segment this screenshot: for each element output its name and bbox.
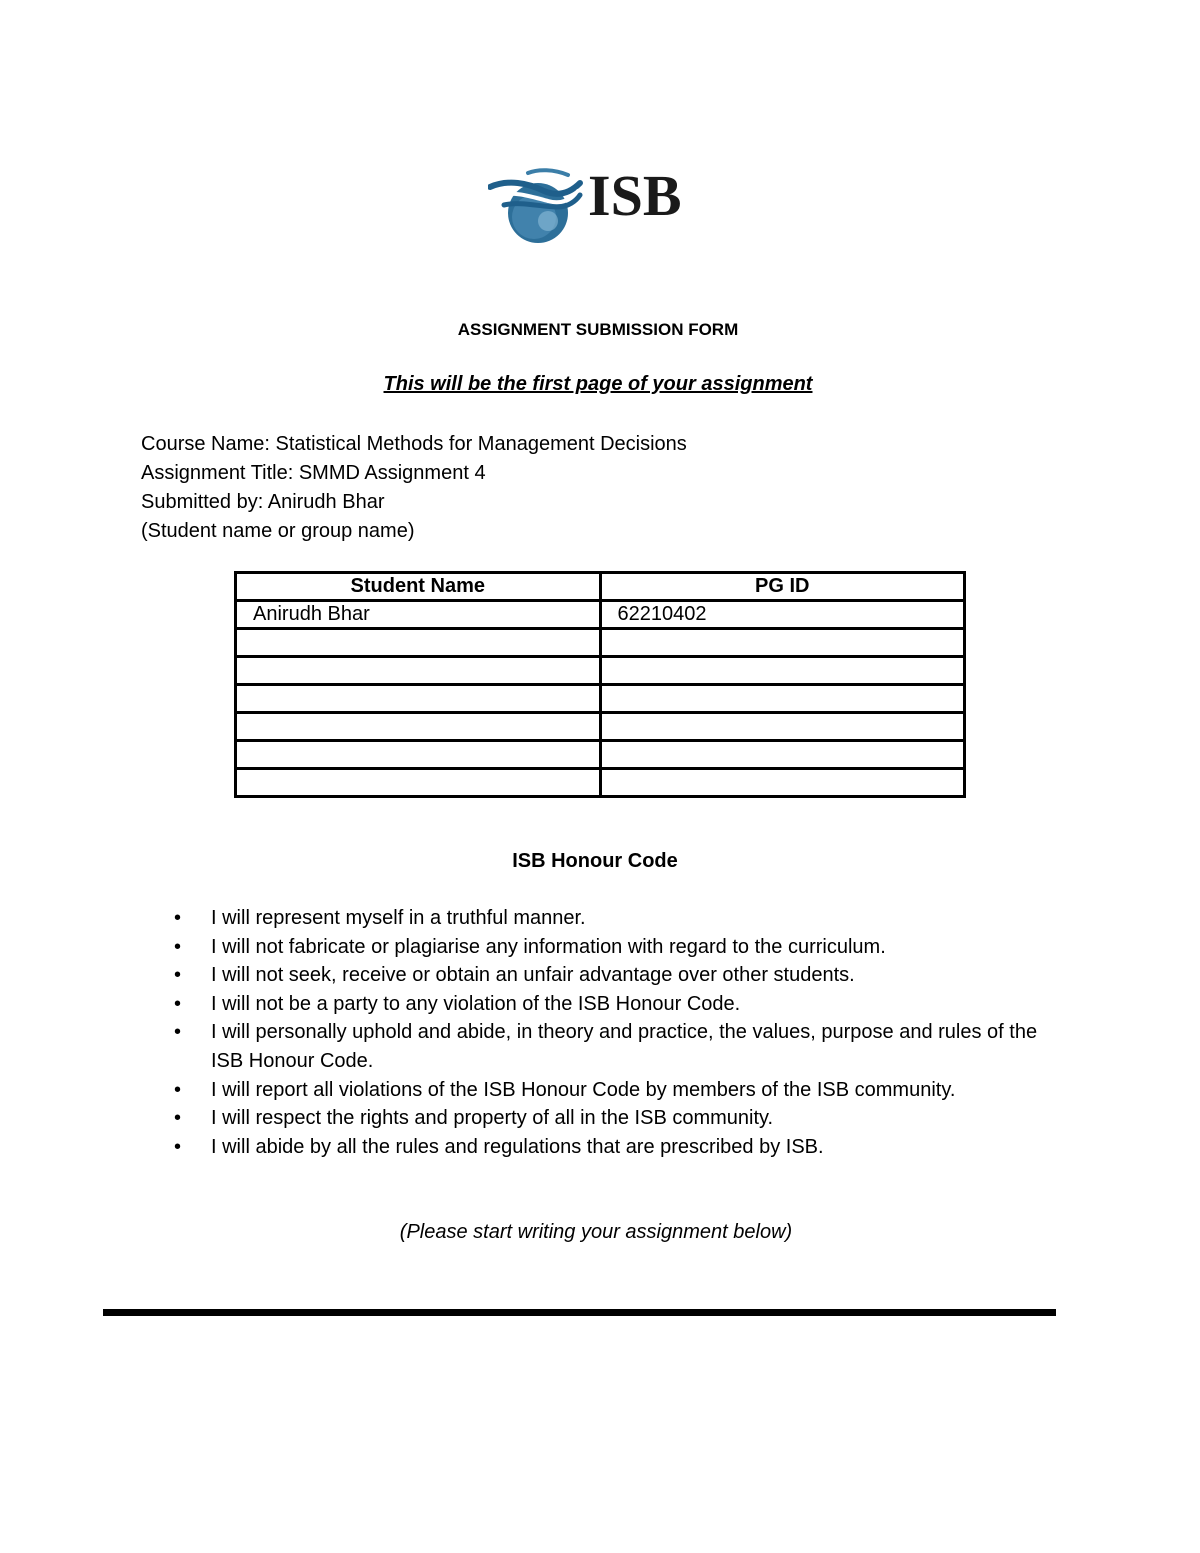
divider-line xyxy=(103,1309,1056,1316)
start-writing-note: (Please start writing your assignment below) xyxy=(399,1221,793,1243)
isb-logo xyxy=(488,165,703,245)
course-name: Course Name: Statistical Methods for Management Decisions xyxy=(141,433,687,455)
student-name-cell xyxy=(236,713,601,741)
list-item xyxy=(170,1104,1050,1133)
list-item xyxy=(170,1076,1050,1105)
submitted-by: Submitted by: Anirudh Bhar xyxy=(141,491,385,513)
assignment-title: Assignment Title: SMMD Assignment 4 xyxy=(141,462,486,484)
form-title: ASSIGNMENT SUBMISSION FORM xyxy=(457,320,739,339)
list-item xyxy=(170,1133,1050,1162)
student-name-cell xyxy=(236,657,601,685)
bullet-icon: • xyxy=(174,964,182,987)
honour-code-list xyxy=(170,904,1050,1161)
table-row xyxy=(236,685,965,713)
honour-item-text: I will abide by all the rules and regulations that are prescribed by ISB. xyxy=(211,1135,824,1158)
student-name-cell: Anirudh Bhar xyxy=(236,601,601,629)
honour-item-text: I will not fabricate or plagiarise any information with regard to the curriculum. xyxy=(211,935,886,958)
assignment-info xyxy=(141,430,687,546)
column-header-pg-id: PG ID xyxy=(600,573,965,601)
bullet-icon: • xyxy=(174,1135,182,1158)
bullet-icon: • xyxy=(174,935,182,958)
column-header-student-name: Student Name xyxy=(236,573,601,601)
honour-item-text: I will respect the rights and property of all in the ISB community. xyxy=(211,1107,774,1130)
list-item xyxy=(170,1018,1050,1075)
list-item xyxy=(170,933,1050,962)
pg-id-cell xyxy=(600,741,965,769)
pg-id-cell xyxy=(600,685,965,713)
list-item xyxy=(170,904,1050,933)
bullet-icon: • xyxy=(174,1021,182,1044)
submitter-note: (Student name or group name) xyxy=(141,520,415,542)
student-name-cell xyxy=(236,685,601,713)
honour-item-text: I will not seek, receive or obtain an unfair advantage over other students. xyxy=(211,964,855,987)
student-table xyxy=(234,571,966,798)
honour-item-text: I will personally uphold and abide, in theory and practice, the values, purpose and rules of the ISB Honour Code. xyxy=(211,1021,1038,1072)
table-row xyxy=(236,601,965,629)
table-row xyxy=(236,741,965,769)
form-subtitle: This will be the first page of your assignment xyxy=(383,373,813,395)
table-row xyxy=(236,769,965,797)
list-item xyxy=(170,961,1050,990)
honour-item-text: I will represent myself in a truthful manner. xyxy=(211,907,586,929)
bullet-icon: • xyxy=(174,907,182,929)
table-row xyxy=(236,629,965,657)
table-row xyxy=(236,713,965,741)
list-item xyxy=(170,990,1050,1019)
honour-item-text: I will not be a party to any violation of the ISB Honour Code. xyxy=(211,992,741,1015)
bullet-icon: • xyxy=(174,1107,182,1130)
bullet-icon: • xyxy=(174,1078,182,1101)
logo-text: ISB xyxy=(588,163,682,228)
pg-id-cell xyxy=(600,713,965,741)
table-row xyxy=(236,657,965,685)
student-name-cell xyxy=(236,629,601,657)
honour-item-text: I will report all violations of the ISB Honour Code by members of the ISB community. xyxy=(211,1078,956,1101)
student-name-cell xyxy=(236,769,601,797)
bullet-icon: • xyxy=(174,992,182,1015)
table-header-row xyxy=(236,573,965,601)
pg-id-cell xyxy=(600,657,965,685)
honour-code-title: ISB Honour Code xyxy=(512,850,678,872)
student-name-cell xyxy=(236,741,601,769)
pg-id-cell xyxy=(600,629,965,657)
pg-id-cell: 62210402 xyxy=(600,601,965,629)
isb-bird-globe-icon xyxy=(488,165,588,245)
pg-id-cell xyxy=(600,769,965,797)
